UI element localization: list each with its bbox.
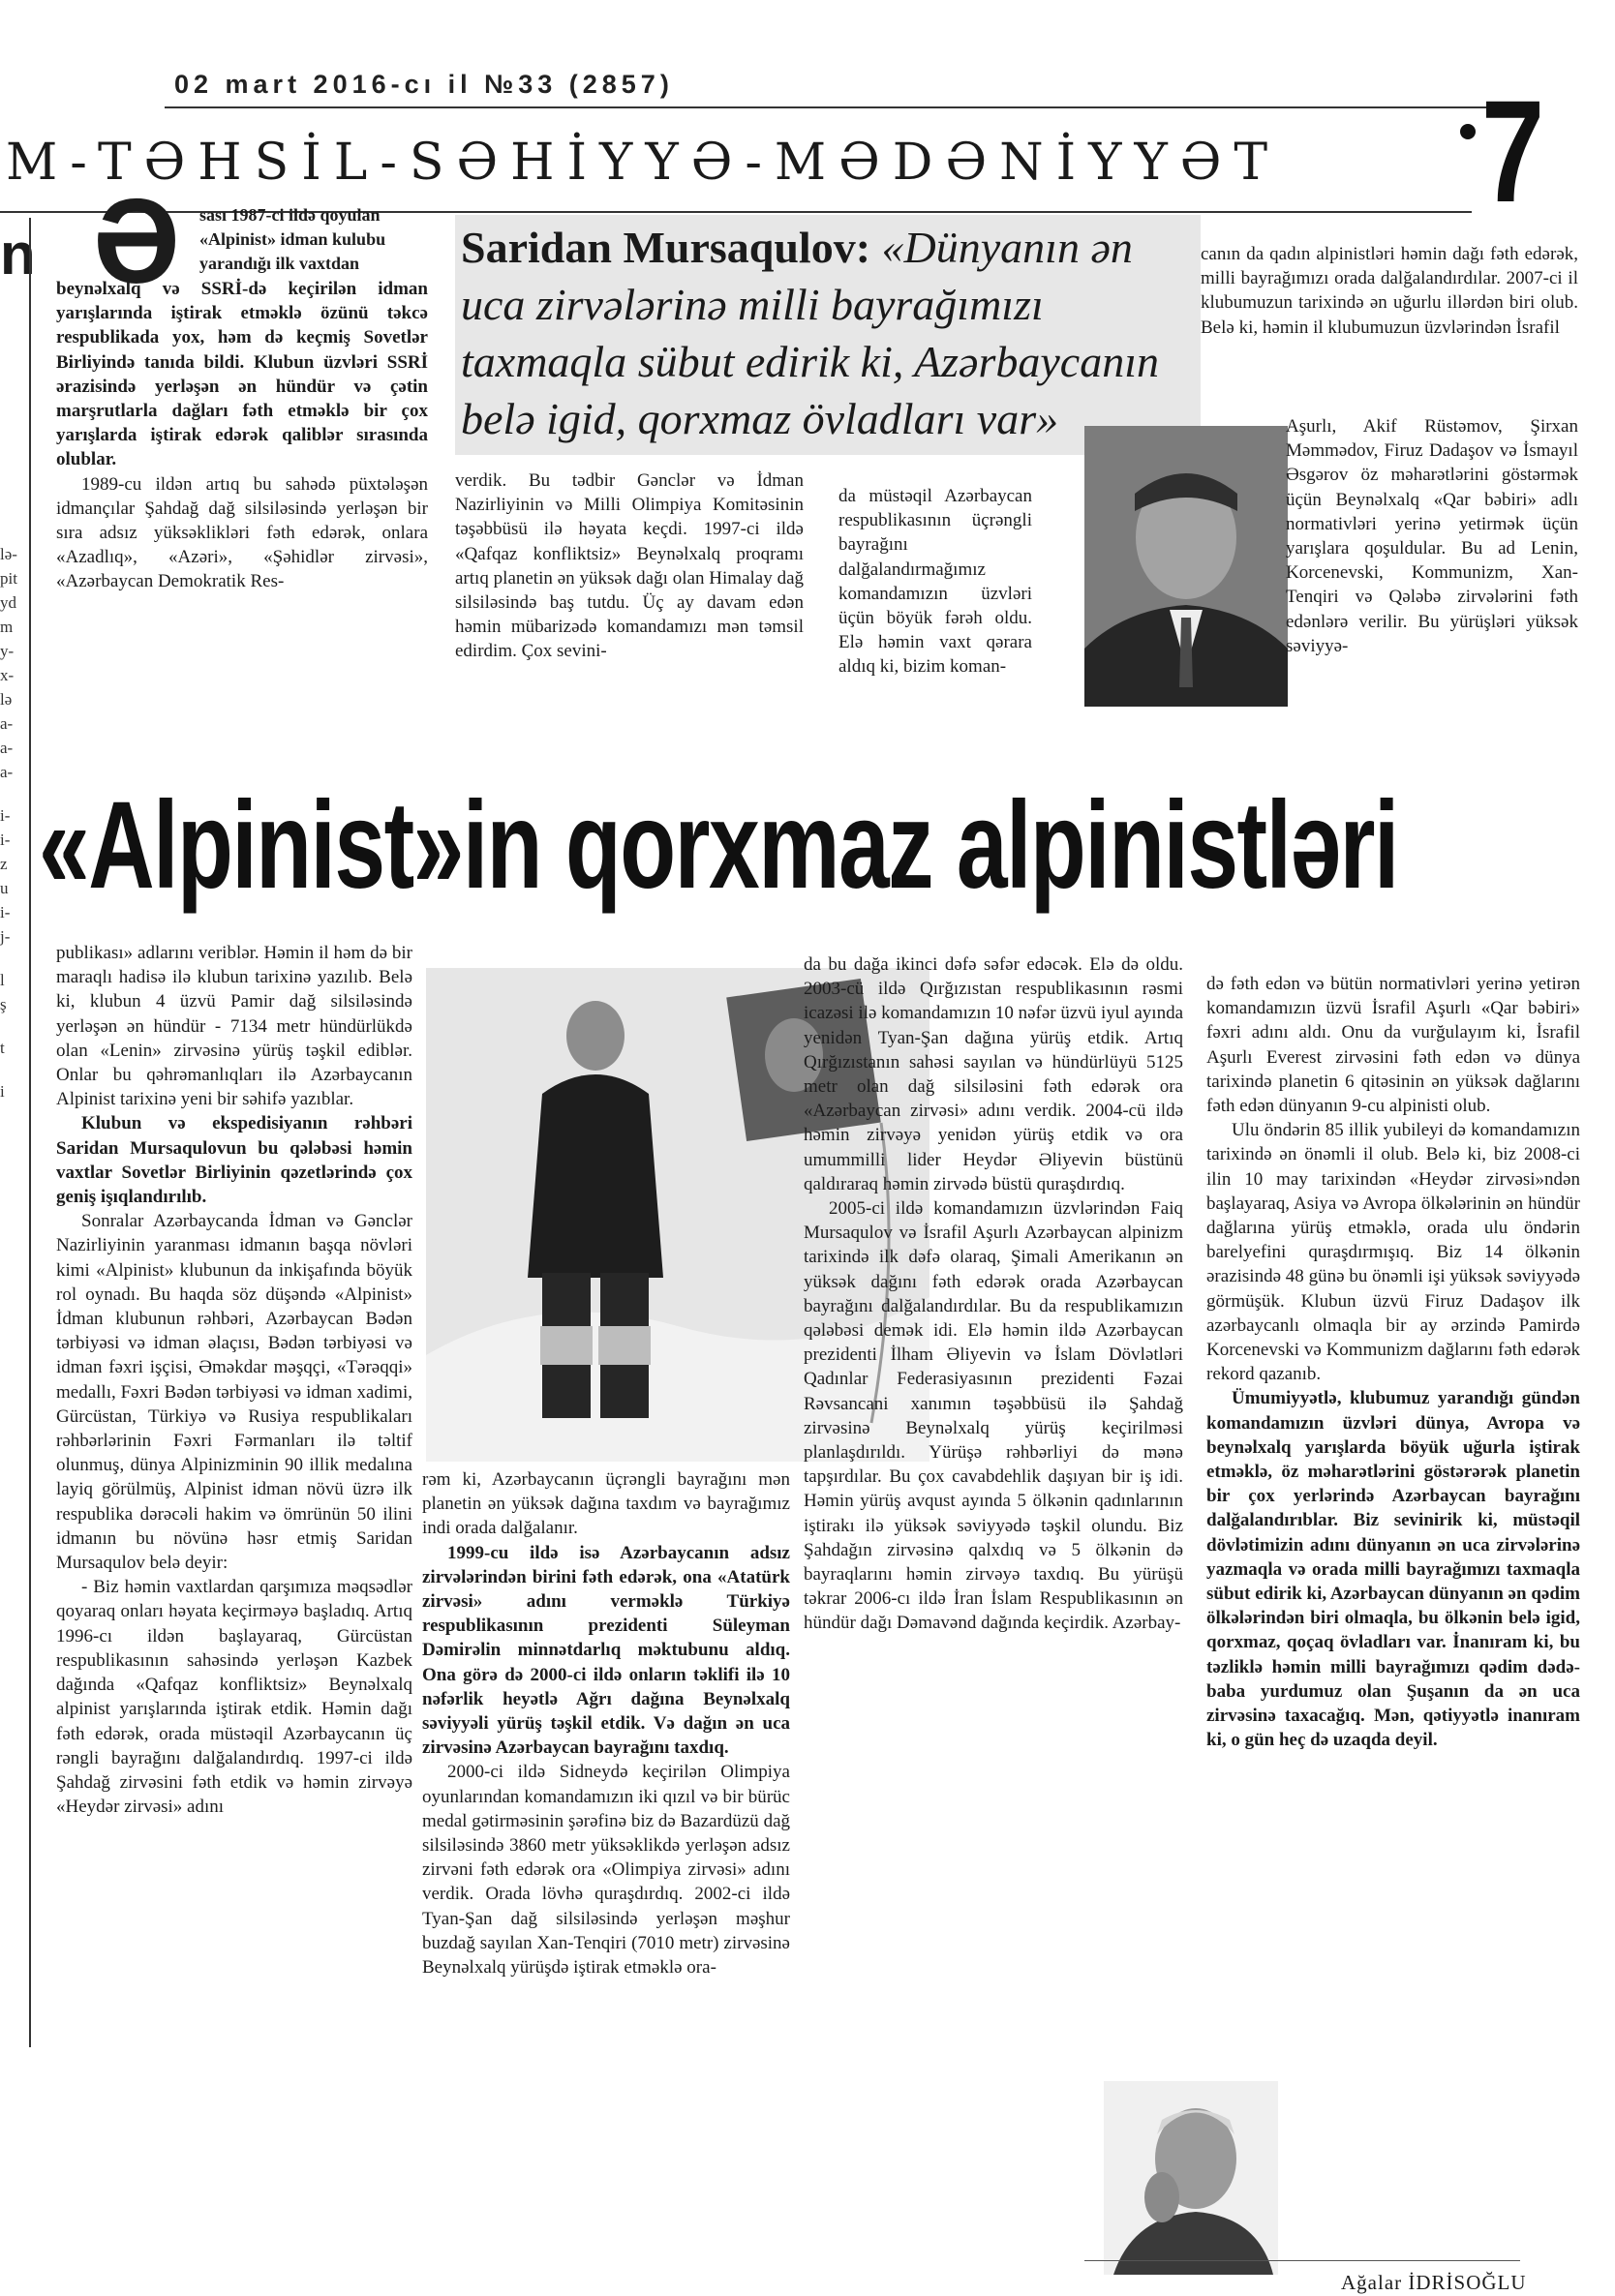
bold-paragraph: Ümumiyyətlə, klubumuz yarandığı gündən komandamızın üzvləri dünya, Avropa və beynəlxalq yarışlarda böyük uğurla iştirak etməklə, öz məharətlərini göstərərək planetin bir çox yerlərində Azərbaycan bayrağını dalğalandırıblar. Biz sevinirik ki, müstəqil dövlətimizin adını dünyanın ən uca zirvələrinə yazmaqla və orada milli bayrağımızı taxmaqla sübut edirik ki, Azərbaycan dünyanın ən qədim ölkələrindən biri olmaqla, bu ölkənin belə igid, qorxmaz, qoçaq övladları var. İnanıram ki, bu təzliklə həmin milli bayrağımızı qədim dədə-baba yurdumuz olan Şuşanın da ən uca zirvəsinə taxacağıq. Mən, qətiyyətlə inanıram ki, o gün heç də uzaqda deyil. [1206, 1388, 1580, 1751]
column-3-bottom [804, 952, 1183, 1636]
edge-fragment: l [0, 971, 5, 989]
edge-fragment: i- [0, 903, 11, 921]
edge-fragment: pit [0, 569, 17, 588]
paragraph: canın da qadın alpinistləri həmin dağı fəth edərək, milli bayrağımızı orada dalğalandırdılar. 2007-ci il klubumuzun tarixində ən uğurlu illərdən biri olub. Belə ki, həmin il klubumuzun üzvlərindən İsrafil [1201, 244, 1578, 338]
byline-rule [1084, 2260, 1520, 2261]
edge-fragment: y- [0, 642, 15, 660]
edge-fragment: a- [0, 714, 14, 733]
edge-fragment: a- [0, 739, 14, 757]
edge-fragment: lə [0, 690, 13, 709]
intro-line: «Alpinist» idman kulubu [199, 229, 386, 249]
edge-fragment: lə- [0, 545, 17, 563]
page-number: 7 [1481, 70, 1545, 232]
paragraph: Aşurlı, Akif Rüstəmov, Şirxan Məmmədov, Firuz Dadaşov və İsmayıl Əsgərov öz məharətlərini göstərmək üçün Beynəlxalq «Qar bəbiri» adlı normativləri yerinə yetirmək üçün yarışlara qoşuldular. Bu ad Lenin, Korcenevski, Kommunizm, Xan-Tenqiri və Qələbə zirvələrini fəth edənlərə verilir. Bu yürüşləri yüksək səviyyə- [1286, 416, 1578, 656]
paragraph: da müstəqil Azərbaycan respublikasının üçrəngli bayrağını dalğalandırmağımız komandamızın üzvləri üçün böyük fərəh oldu. Elə həmin vaxt qərara aldıq ki, bizim koman- [838, 486, 1032, 678]
intro-drop-lines [199, 203, 428, 276]
edge-fragment: a- [0, 763, 14, 781]
paragraph: rəm ki, Azərbaycanın üçrəngli bayrağını mən planetin ən yüksək dağına taxdım və bayrağımız indi orada dalğalanır. [422, 1469, 790, 1539]
paragraph: publikası» adlarını veriblər. Həmin il həm də bir maraqlı hadisə ilə klubun tarixinə yazılıb. Belə ki, klubun 4 üzvü Pamir dağ silsiləsində yerləşən ən hündür - 7134 metr hündürlükdə olan «Lenin» zirvəsinə yürüş təşkil ediblər. Onlar bu qəhrəmanlıqları ilə Azərbaycanın Alpinist tarixinə yeni bir səhifə yazıblar. [56, 943, 412, 1110]
paragraph: da bu dağa ikinci dəfə səfər edəcək. Elə də oldu. 2003-cü ildə Qırğızıstan respublikasının rəsmi icazəsi ilə komandamızın 10 nəfər üzvü iyul ayında yenidən Tyan-Şan dağına yürüş etdik. Artıq Qırğızıstanın sahəsi sayılan və hündürlüyü 5125 metr olan dağ silsiləsini fəth edərək ora «Azərbaycan zirvəsi» adını verdik. 2004-cü ildə həmin zirvəyə yenidən yürüş etdik və ora umummilli lider Heydər Əliyevin büstünü qaldıraraq həmin zirvədə büstü quraşdırdıq. [804, 954, 1183, 1194]
paragraph: 1989-cu ildən artıq bu sahədə püxtələşən idmançılar Şahdağ dağ silsiləsində yerləşən bir sıra adsız yüksəklikləri fəth edərək, onlara «Azadlıq», «Azəri», «Şəhidlər zirvəsi», «Azərbaycan Demokratik Res- [56, 473, 428, 592]
edge-fragment: i- [0, 831, 11, 849]
edge-fragment: t [0, 1039, 5, 1057]
edge-fragment: x- [0, 666, 15, 684]
bullet-dot-icon [1460, 124, 1476, 139]
adjacent-headline-fragment: n [0, 222, 36, 287]
edge-fragment: m [0, 618, 14, 636]
column-4-top-b [1286, 414, 1578, 658]
headline: «Alpinist»in qorxmaz alpinistləri [39, 776, 1398, 915]
edge-fragment: ş [0, 995, 7, 1013]
author-photo [1104, 2081, 1278, 2275]
paragraph: Sonralar Azərbaycanda İdman və Gənclər Nazirliyinin yaranması idmanın başqa növləri kimi «Alpinist» klubunun da inkişafında böyük rol oynadı. Bu haqda söz düşəndə «Alpinist» İdman klubunun rəhbəri, Azərbaycan Bədən tərbiyəsi və idman əlaçısı, Bədən tərbiyəsi və idman fəxri işçisi, Əməkdar məşqçi, «Tərəqqi» medallı, Fəxri Bədən tərbiyəsi və idman xadimi, Gürcüstan, Türkiyə və Rusiya respublikaları rəhbərlərinin Fəxri Fərmanları ilə təltif olunmuş, dünya Alpinizminin 90 illik medalına layiq görülmüş, Alpinist idman növü üzrə ilk respublika dərəcəli hakim və ömrünün 50 ilini idmanın bu növünə həsr etmiş Saridan Mursaqulov belə deyir: [56, 1211, 412, 1574]
intro-line: sası 1987-ci ildə qoyulan [199, 205, 381, 225]
edge-fragment: i- [0, 806, 11, 825]
kicker-quote: «Dünyanın ən uca zirvələrinə milli bayrağımızı taxmaqla sübut edirik ki, Azərbaycanın belə igid, qorxmaz övladları var» [461, 223, 1159, 443]
column-1-bottom [56, 941, 412, 1819]
issue-date: 02 mart 2016-cı il №33 (2857) [174, 70, 674, 99]
bold-paragraph: 1999-cu ildə isə Azərbaycanın adsız zirvələrindən birini fəth edərək, ona «Atatürk zirvəsi» adını verməklə Türkiyə respublikasının prezidenti Süleyman Dəmirəlin minnətdarlıq məktubunu aldıq. Ona görə də 2000-ci ildə onların təklifi ilə 10 nəfərlik heyətlə Ağrı dağına Beynəlxalq səviyyəli yürüş təşkil etdik. Və dağın ən uca zirvəsinə Azərbaycan bayrağını taxdıq. [422, 1542, 790, 1759]
edge-fragment: yd [0, 593, 16, 612]
paragraph: - Biz həmin vaxtlardan qarşımıza məqsədlər qoyaraq onları həyata keçirməyə başladıq. Artıq 1996-cı ildən başlayaraq, Gürcüstan respublikasının sahəsində yerləşən Kazbek dağında «Qafqaz konfliktsiz» Beynəlxalq alpinist yarışlarında iştirak etdik. Həmin dağı fəth edərək, orada müstəqil Azərbaycanın üç rəngli bayrağını dalğalandırdıq. 1997-ci ildə Şahdağ zirvəsini fəth etdik və həmin zirvəyə «Heydər zirvəsi» adını [56, 1577, 412, 1818]
column-4-bottom [1206, 972, 1580, 1753]
paragraph: də fəth edən və bütün normativləri yerinə yetirən komandamızın üzvü İsrafil Aşurlı «Qar bəbiri» fəxri adını aldı. Onu da vurğulayım ki, İsrafil Aşurlı Everest zirvəsini fəth edən və dünya tarixində planetin 6 qitəsinin ən yüksək dağlarını fəth edən dünyanın 9-cu alpinisti olub. [1206, 974, 1580, 1117]
edge-fragment: j- [0, 927, 11, 946]
drop-cap: Ə [93, 175, 181, 309]
column-1-top [56, 277, 428, 594]
column-4-top-a [1201, 242, 1578, 340]
column-2-bottom [422, 1467, 790, 1979]
column-2-top [455, 468, 804, 664]
column-rule [29, 218, 31, 2047]
paragraph: verdik. Bu tədbir Gənclər və İdman Nazirliyinin və Milli Olimpiya Komitəsinin təşəbbüsü ilə həyata keçdi. 1997-ci ildə «Qafqaz konfliktsiz» Beynəlxalq proqramı artıq planetin ən yüksək dağı olan Himalay dağ silsiləsində baş tutdu. Üç ay davam edən həmin mübarizədə komandamızı mən təmsil edirdim. Çox sevini- [455, 470, 804, 662]
author-illustration [1104, 2081, 1278, 2275]
portrait-photo [1084, 426, 1288, 707]
column-3-top [838, 484, 1032, 680]
paragraph: 2005-ci ildə komandamızın üzvlərindən Faiq Mursaqulov və İsrafil Aşurlı Azərbaycan alpinizm tarixində ilk dəfə olaraq, Şimali Amerikanın ən yüksək dağını fəth edərək orada Azərbaycan bayrağını dalğalandırdılar. Bu da respublikamızın qələbəsi demək idi. Elə həmin ildə Azərbaycan prezidenti İlham Əliyevin və İslam Dövlətləri Qadınlar Federasiyasının prezidenti Fəzai Rəvsancani xanımın təşəbbüsü ilə Şahdağ zirvəsinə Beynəlxalq yürüş keçirilməsi planlaşdırıldı. Yürüşə rəhbərliyi də mənə tapşırdılar. Bu çox cavabdehlik daşıyan bir iş idi. Həmin yürüş avqust ayında 5 ölkənin qadınlarının iştirakı ilə yüksək səviyyədə təşkil olundu. Biz Şahdağın zirvəsinə qalxdıq və 5 ölkənin də bayraqlarını həmin zirvəyə taxdıq. Bu yürüşü təkrar 2006-cı ildə İran İslam Respublikasının ən hündür dağı Dəmavənd dağında keçirdik. Azərbay- [804, 1198, 1183, 1634]
section-rubric: M-TƏHSİL-SƏHİYYƏ-MƏDƏNİYYƏT [6, 134, 1281, 192]
author-byline: Ağalar İDRİSOĞLU [1341, 2271, 1527, 2294]
paragraph: 2000-ci ildə Sidneydə keçirilən Olimpiya oyunlarından komandamızın iki qızıl və bir bürüc medal gətirməsinin şərəfinə biz də Bazardüzü dağ silsiləsində 3860 metr yüksəklikdə yerləşən adsız zirvəni fəth edərək ora «Olimpiya zirvəsi» adını verdik. Orada lövhə quraşdırdıq. 2002-ci ildə Tyan-Şan dağ silsiləsində yerləşən məşhur buzdağ sayılan Xan-Tenqiri (7010 metr) zirvəsinə Beynəlxalq yürüşdə iştirak etməklə ora- [422, 1762, 790, 1979]
intro-line: yarandığı ilk vaxtdan [199, 254, 360, 273]
edge-fragment: i [0, 1082, 5, 1101]
kicker [461, 219, 1206, 447]
portrait-illustration [1084, 426, 1288, 707]
bold-paragraph: Klubun və ekspedisiyanın rəhbəri Saridan Mursaqulovun bu qələbəsi həmin vaxtlar Sovetlər Birliyinin qəzetlərində çox geniş işıqlandırılıb. [56, 1113, 412, 1208]
edge-fragment: u [0, 879, 9, 897]
paragraph: Ulu öndərin 85 illik yubileyi də komandamızın tarixində ən önəmli il olub. Belə ki, biz 2008-ci ilin 10 may tarixindən «Heydər zirvəsi»ndən başlayaraq, Asiya və Avropa ölkələrinin ən hündür dağlarına yürüş etməklə, orada ulu öndərin barelyefini quraşdırmışıq. Biz 14 ölkənin ərazisində 48 günə bu önəmli işi yüksək səviyyədə görmüşük. Klubun üzvü Firuz Dadaşov ilk azərbaycanlı olmaqla bir ay ərzində Pamirdə Korcenevski və Kommunizm dağlarını fəth edərək rekord qazanıb. [1206, 1120, 1580, 1385]
edge-fragment: z [0, 855, 8, 873]
adjacent-article-edge [0, 223, 29, 2100]
header-rule [165, 106, 1501, 108]
kicker-name: Saridan Mursaqulov: [461, 223, 871, 272]
intro-paragraph: beynəlxalq və SSRİ-də keçirilən idman yarışlarında iştirak etməklə özünü təkcə respublikada yox, həm də keçmiş Sovetlər Birliyində tanıda bildi. Klubun üzvləri SSRİ ərazisində yerləşən ən hündür və çətin marşrutlarla dağları fəth etməklə bir çox yarışlarda iştirak edərək qaliblər sırasında olublar. [56, 279, 428, 470]
